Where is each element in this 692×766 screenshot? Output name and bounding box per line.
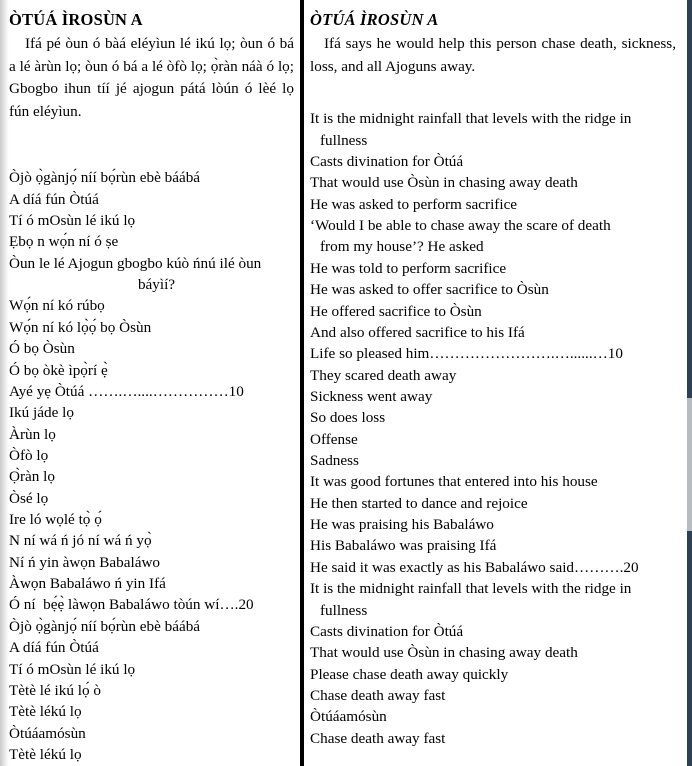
left-column-intro-paragraph: Ifá pé òun ó bàá eléyìun lé ikú lọ; òun ó bá a lé àrùn lọ; òun ó bá a lé òfò lọ; ọ̀ràn náà ó lọ; Gbogbo ihun tíí jé ajogun pátá lòún ó lèé lọ fún eléyìun. [9,35,294,120]
verse-line: N ní wá ń jó ní wá ń yọ̀ [9,532,152,550]
verse-line [310,621,676,642]
verse-line-text: He then started to dance and rejoice [310,494,528,512]
verse-line [310,301,676,322]
verse-line-text: He was asked to offer sacrifice to Òsùn [310,281,549,299]
verse-line [310,365,676,386]
verse-line-text: Sickness went away [310,387,433,405]
verse-line [310,407,676,428]
verse-line-text: Life so pleased him…………………….…......…10 [310,345,623,363]
verse-line-runover: fullness [320,131,368,149]
verse-line-text: They scared death away [310,366,457,384]
left-column-yoruba [0,0,300,766]
left-column-spacer [9,123,294,167]
verse-line [310,535,676,556]
verse-line: Àwọn Babaláwo ń yin Ifá [9,575,166,593]
verse-line: Ọ̀ràn lọ [9,468,55,486]
left-column-verse-list [9,167,294,765]
verse-line-text: Please chase death away quickly [310,665,509,683]
verse-line [310,642,676,663]
verse-line: Wọ́n ní kó rúbọ [9,297,105,315]
verse-line: Àrùn lọ [9,425,56,443]
verse-line: Òjò ọ̀gànjọ́ níí bọ́rùn ebè báábá [9,617,201,635]
verse-line-text: That would use Òsùn in chasing away death [310,174,578,192]
verse-line [310,343,676,364]
verse-line [310,578,676,621]
verse-line-text: He was praising his Babaláwo [310,516,494,534]
verse-line [310,450,676,471]
verse-line: A díá fún Òtúá [9,639,99,657]
verse-line: A díá fún Òtúá [9,190,99,208]
right-column-intro-paragraph: Ifá says he would help this person chase death, sickness, loss, and all Ajoguns away. [310,35,676,75]
verse-line: Ẹbọ n wọ́n ní ó ṣe [9,233,119,251]
verse-line: Ayé yẹ Òtúá …….…....……………10 [9,382,244,400]
verse-line-text: Òun le lé Ajogun gbogbo kúò ńnú ilé òun [9,254,262,272]
verse-line: Ó bọ òkè ìpọ̀rí ẹ̀ [9,361,108,379]
verse-line-text: He was asked to perform sacrifice [310,195,518,213]
verse-line-text: That would use Òsùn in chasing away death [310,644,578,662]
verse-line: Tí ó mOsùn lé ikú lọ [9,660,136,678]
verse-line-text: It was good fortunes that entered into his house [310,473,598,491]
verse-line-text: Òtúáamósùn [310,708,387,726]
right-column-verse-list [310,108,676,749]
verse-line [310,194,676,215]
verse-line: Tí ó mOsùn lé ikú lọ [9,211,136,229]
verse-line [310,728,676,749]
vertical-scrollbar-track[interactable] [687,0,692,766]
verse-line-text: Casts divination for Òtúá [310,152,464,170]
verse-line-text: Sadness [310,452,359,470]
verse-line-text: He was told to perform sacrifice [310,259,507,277]
verse-line [9,253,294,296]
verse-line-text: ‘Would I be able to chase away the scare of death [310,217,611,235]
verse-line: Ire ló wọlé tọ̀ ọ́ [9,511,102,529]
verse-line [310,108,676,151]
verse-line-text: He said it was exactly as his Babaláwo said……….20 [310,558,639,576]
verse-line [310,493,676,514]
verse-line [310,172,676,193]
verse-line-runover: from my house’? He asked [320,238,484,256]
verse-line [310,557,676,578]
verse-line: Tètè lékú lọ [9,703,82,721]
verse-line-text: So does loss [310,409,386,427]
verse-line: Ikú jáde lọ [9,404,74,422]
verse-line-text: It is the midnight rainfall that levels with the ridge in [310,110,632,128]
verse-line-runover: báyìí? [137,276,176,294]
right-column-spacer [310,78,676,108]
verse-line [310,471,676,492]
verse-line [310,664,676,685]
verse-line [310,215,676,258]
verse-line-text: And also offered sacrifice to his Ifá [310,323,525,341]
verse-line: Òfò lọ [9,446,49,464]
verse-line [310,685,676,706]
verse-line-text: Chase death away fast [310,686,446,704]
verse-line [310,386,676,407]
verse-line [310,322,676,343]
vertical-scrollbar-thumb[interactable] [687,398,692,531]
verse-line: Ó ní bẹ́ẹ̀ làwọn Babaláwo tòún wí….20 [9,596,254,614]
verse-line: Wọ́n ní kó lọ̀ọ́ bọ Òsùn [9,318,152,336]
verse-line [310,514,676,535]
verse-line-text: Chase death away fast [310,729,446,747]
verse-line [310,279,676,300]
verse-line-runover: fullness [320,601,368,619]
verse-line: Ní ń yin àwọn Babaláwo [9,553,160,571]
verse-line [310,258,676,279]
verse-line-text: He offered sacrifice to Òsùn [310,302,482,320]
verse-line [310,429,676,450]
right-column-english [304,0,692,766]
verse-line: Òsé lọ [9,489,49,507]
verse-line: Ó bọ Òsùn [9,340,75,358]
verse-line-text: It is the midnight rainfall that levels with the ridge in [310,580,632,598]
right-column-heading: ÒTÚÁ ÌROSÙN A [310,10,439,29]
verse-line: Tètè lékú lọ [9,745,82,763]
verse-line-text: Casts divination for Òtúá [310,622,464,640]
verse-line: Tètè lé ikú lọ́ ò [9,681,101,699]
verse-line-text: His Babaláwo was praising Ifá [310,537,497,555]
verse-line [310,706,676,727]
verse-line [310,151,676,172]
verse-line-text: Offense [310,430,358,448]
left-column-heading: ÒTÚÁ ÌROSÙN A [9,10,143,29]
verse-line: Òjò ọ̀gànjọ́ níí bọ́rùn ebè báábá [9,169,201,187]
verse-line: Òtúáamósùn [9,724,86,742]
